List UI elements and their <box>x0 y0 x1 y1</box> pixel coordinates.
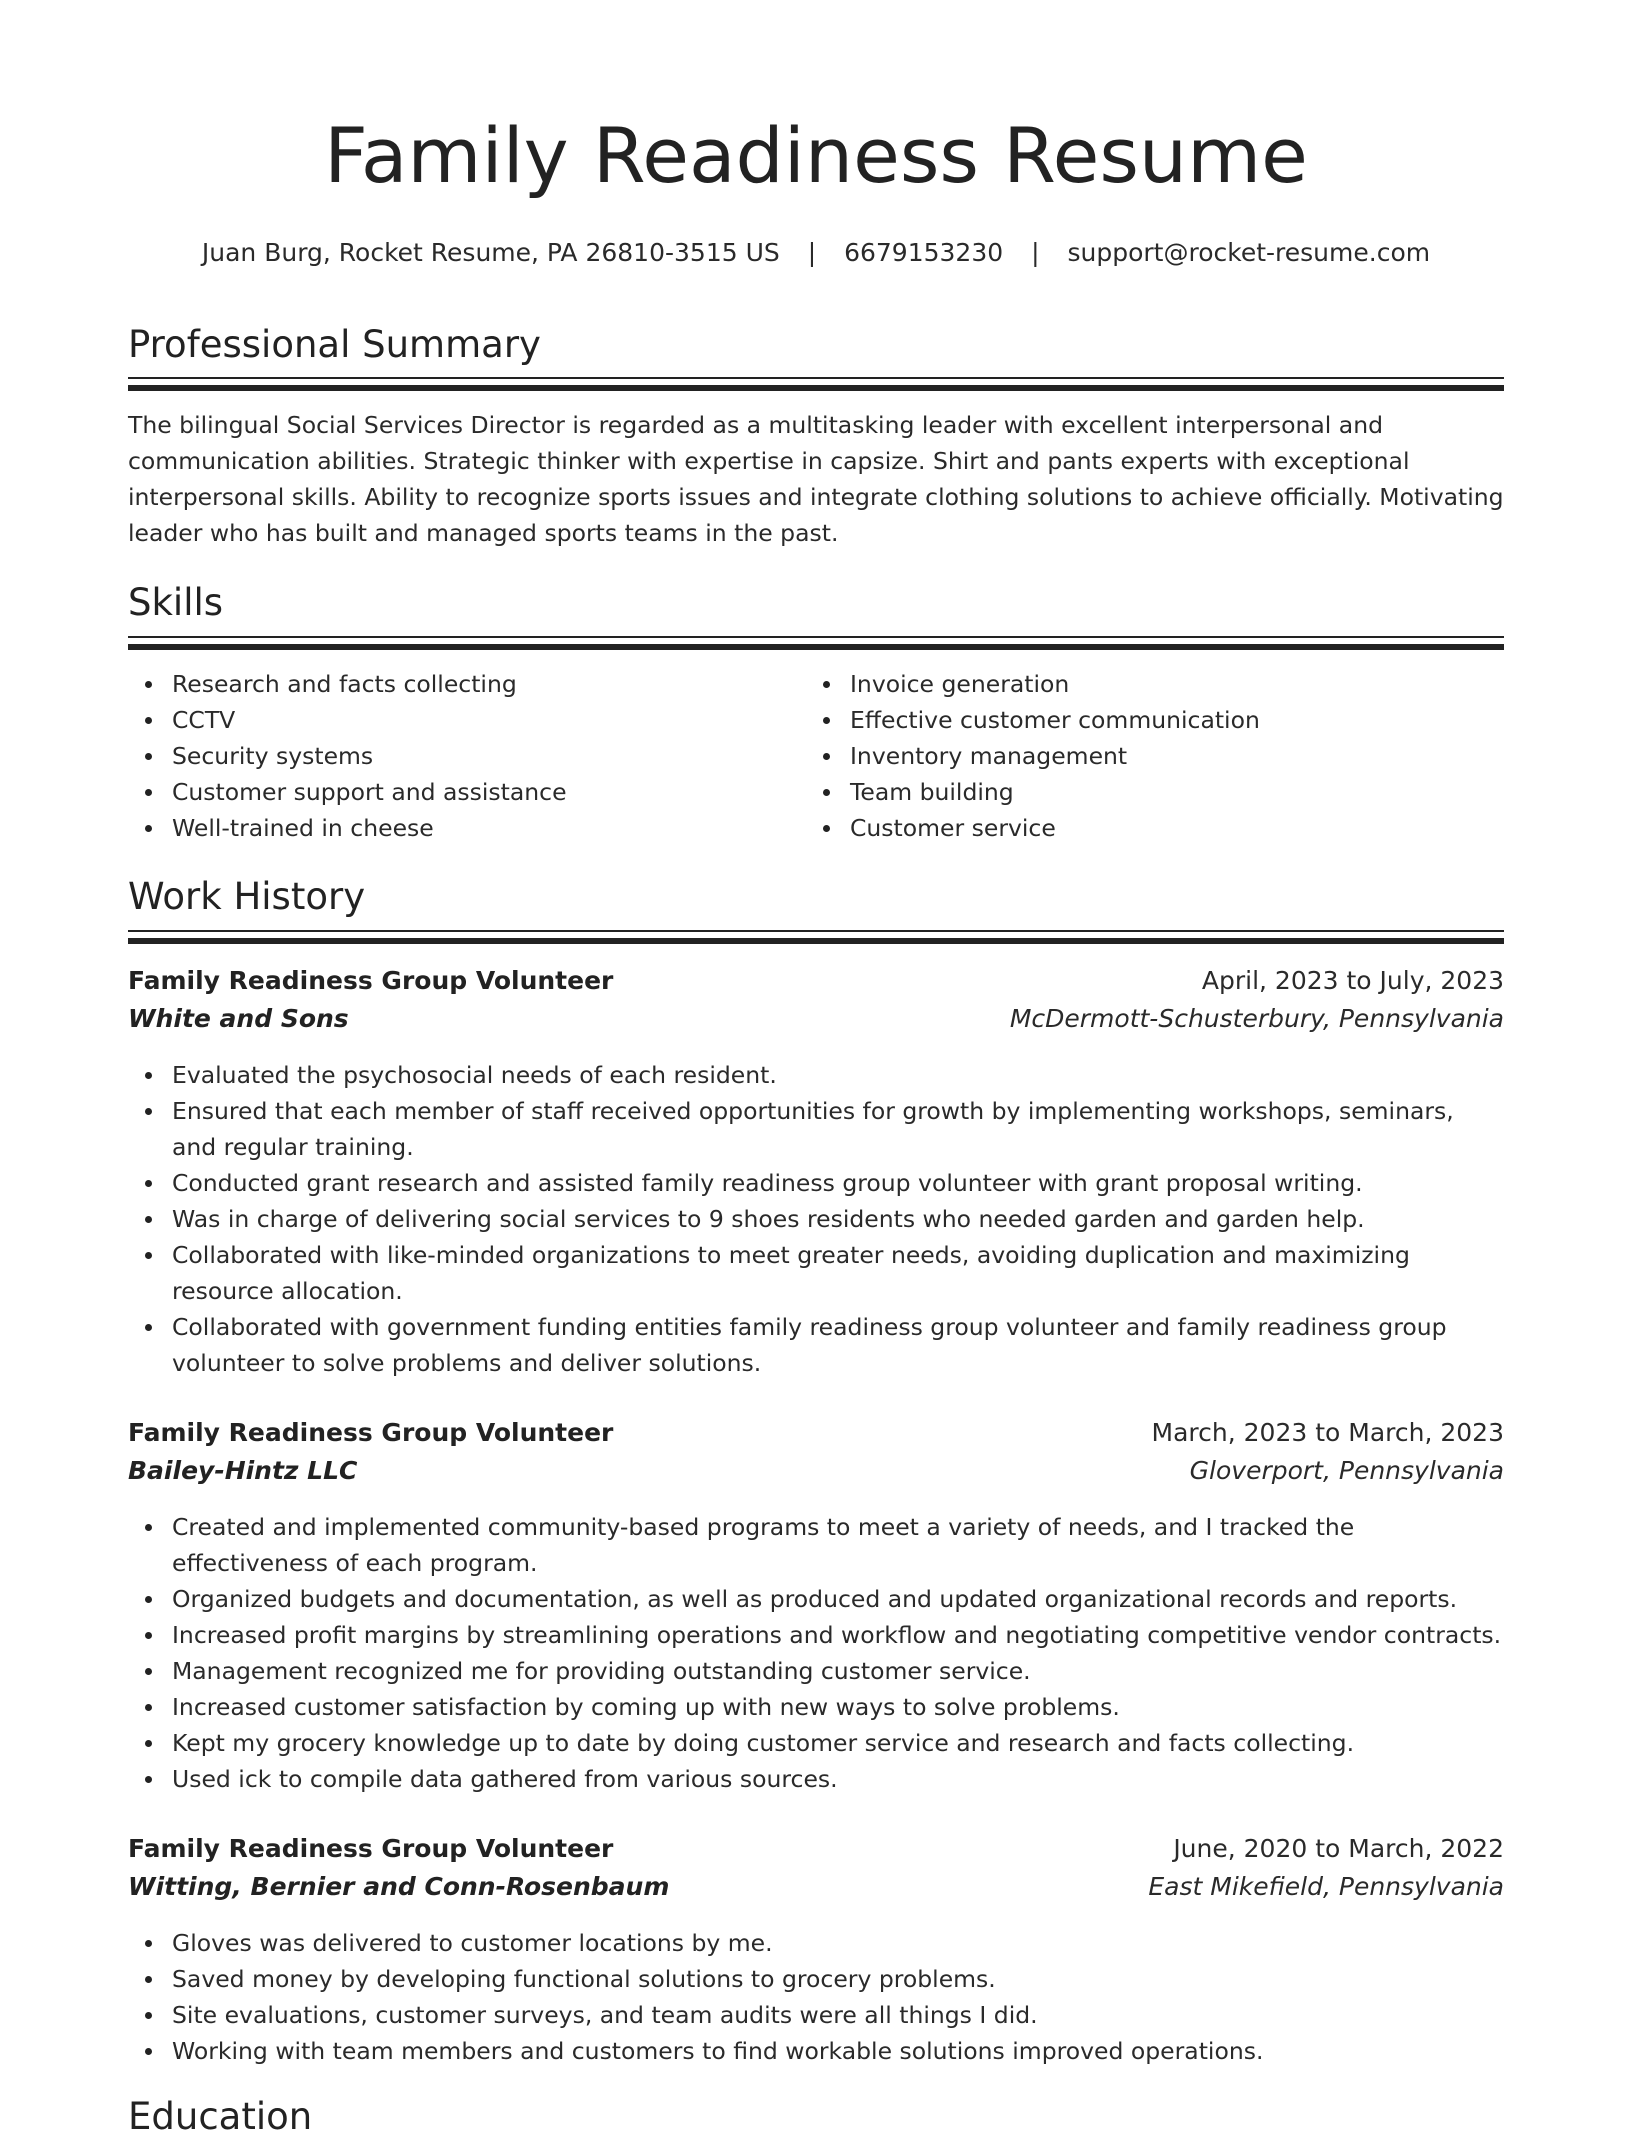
job-duty: Created and implemented community-based programs to meet a variety of needs, and I tracked the effectiveness of each program. <box>172 1509 1504 1581</box>
job-location: McDermott-Schusterbury, Pennsylvania <box>1009 1004 1504 1033</box>
job-company: Witting, Bernier and Conn-Rosenbaum <box>128 1872 670 1901</box>
job-subheader <box>128 1874 1504 1899</box>
job-duty: Used ick to compile data gathered from various sources. <box>172 1761 1504 1797</box>
skill-item: Security systems <box>172 738 792 774</box>
contact-address: Juan Burg, Rocket Resume, PA 26810-3515 US <box>201 238 780 267</box>
summary-heading: Professional Summary <box>128 323 541 366</box>
job-duty: Management recognized me for providing outstanding customer service. <box>172 1653 1504 1689</box>
work-heading: Work History <box>128 875 366 918</box>
job-subheader <box>128 1458 1504 1483</box>
section-divider <box>128 938 1504 944</box>
skill-item: Invoice generation <box>850 666 1500 702</box>
job-duty: Was in charge of delivering social services to 9 shoes residents who needed garden and garden help. <box>172 1201 1504 1237</box>
job-duties <box>128 1925 1504 2069</box>
job-dates: March, 2023 to March, 2023 <box>1151 1418 1504 1447</box>
education-heading: Education <box>128 2095 313 2138</box>
job-location: Gloverport, Pennsylvania <box>1189 1456 1504 1485</box>
job-duty: Collaborated with like-minded organizations to meet greater needs, avoiding duplication and maximizing resource allocation. <box>172 1237 1504 1309</box>
job-title: Family Readiness Group Volunteer <box>128 1834 614 1863</box>
section-divider <box>128 636 1504 638</box>
job-duty: Organized budgets and documentation, as well as produced and updated organizational records and reports. <box>172 1581 1504 1617</box>
job-duty: Saved money by developing functional solutions to grocery problems. <box>172 1961 1504 1997</box>
job-duty: Working with team members and customers to find workable solutions improved operations. <box>172 2033 1504 2069</box>
job-header <box>128 1836 1504 1861</box>
job-duty: Increased customer satisfaction by coming up with new ways to solve problems. <box>172 1689 1504 1725</box>
skills-list-left <box>128 666 792 846</box>
job-location: East Mikefield, Pennsylvania <box>1148 1872 1504 1901</box>
skill-item: Customer support and assistance <box>172 774 792 810</box>
job-duty: Evaluated the psychosocial needs of each resident. <box>172 1057 1504 1093</box>
skill-item: Effective customer communication <box>850 702 1500 738</box>
skills-heading: Skills <box>128 581 224 624</box>
job-header <box>128 968 1504 993</box>
skill-item: Team building <box>850 774 1500 810</box>
contact-line <box>0 240 1632 265</box>
job-duties <box>128 1057 1504 1381</box>
contact-separator: | <box>807 238 817 267</box>
job-duty: Gloves was delivered to customer locations by me. <box>172 1925 1504 1961</box>
job-dates: June, 2020 to March, 2022 <box>1173 1834 1504 1863</box>
skill-item: Well-trained in cheese <box>172 810 792 846</box>
skill-item: Research and facts collecting <box>172 666 792 702</box>
job-duty: Conducted grant research and assisted family readiness group volunteer with grant proposal writing. <box>172 1165 1504 1201</box>
section-divider <box>128 644 1504 650</box>
job-title: Family Readiness Group Volunteer <box>128 1418 614 1447</box>
section-divider <box>128 385 1504 391</box>
job-duties <box>128 1509 1504 1797</box>
skill-item: Customer service <box>850 810 1500 846</box>
skills-list-right <box>806 666 1500 846</box>
job-duty: Increased profit margins by streamlining operations and workflow and negotiating competitive vendor contracts. <box>172 1617 1504 1653</box>
job-dates: April, 2023 to July, 2023 <box>1201 966 1504 995</box>
contact-separator: | <box>1031 238 1040 267</box>
summary-text: The bilingual Social Services Director is regarded as a multitasking leader with excellent interpersonal and communication abilities. Strategic thinker with expertise in capsize. Shirt and pants experts with exceptional interpersonal skills. Ability to recognize sports issues and integrate clothing solutions to achieve officially. Motivating leader who has built and managed sports teams in the past. <box>128 411 1504 547</box>
job-title: Family Readiness Group Volunteer <box>128 966 614 995</box>
job-header <box>128 1420 1504 1445</box>
contact-phone: 6679153230 <box>844 238 1004 267</box>
skill-item: Inventory management <box>850 738 1500 774</box>
section-divider <box>128 930 1504 932</box>
skill-item: CCTV <box>172 702 792 738</box>
job-company: White and Sons <box>128 1004 349 1033</box>
job-duty: Ensured that each member of staff received opportunities for growth by implementing workshops, seminars, and regular training. <box>172 1093 1504 1165</box>
job-subheader <box>128 1006 1504 1031</box>
job-duty: Site evaluations, customer surveys, and team audits were all things I did. <box>172 1997 1504 2033</box>
contact-email: support@rocket-resume.com <box>1067 238 1431 267</box>
resume-title: Family Readiness Resume <box>324 111 1308 200</box>
job-duty: Kept my grocery knowledge up to date by doing customer service and research and facts collecting. <box>172 1725 1504 1761</box>
section-divider <box>128 377 1504 379</box>
job-duty: Collaborated with government funding entities family readiness group volunteer and family readiness group volunteer to solve problems and deliver solutions. <box>172 1309 1504 1381</box>
job-company: Bailey-Hintz LLC <box>128 1456 358 1485</box>
